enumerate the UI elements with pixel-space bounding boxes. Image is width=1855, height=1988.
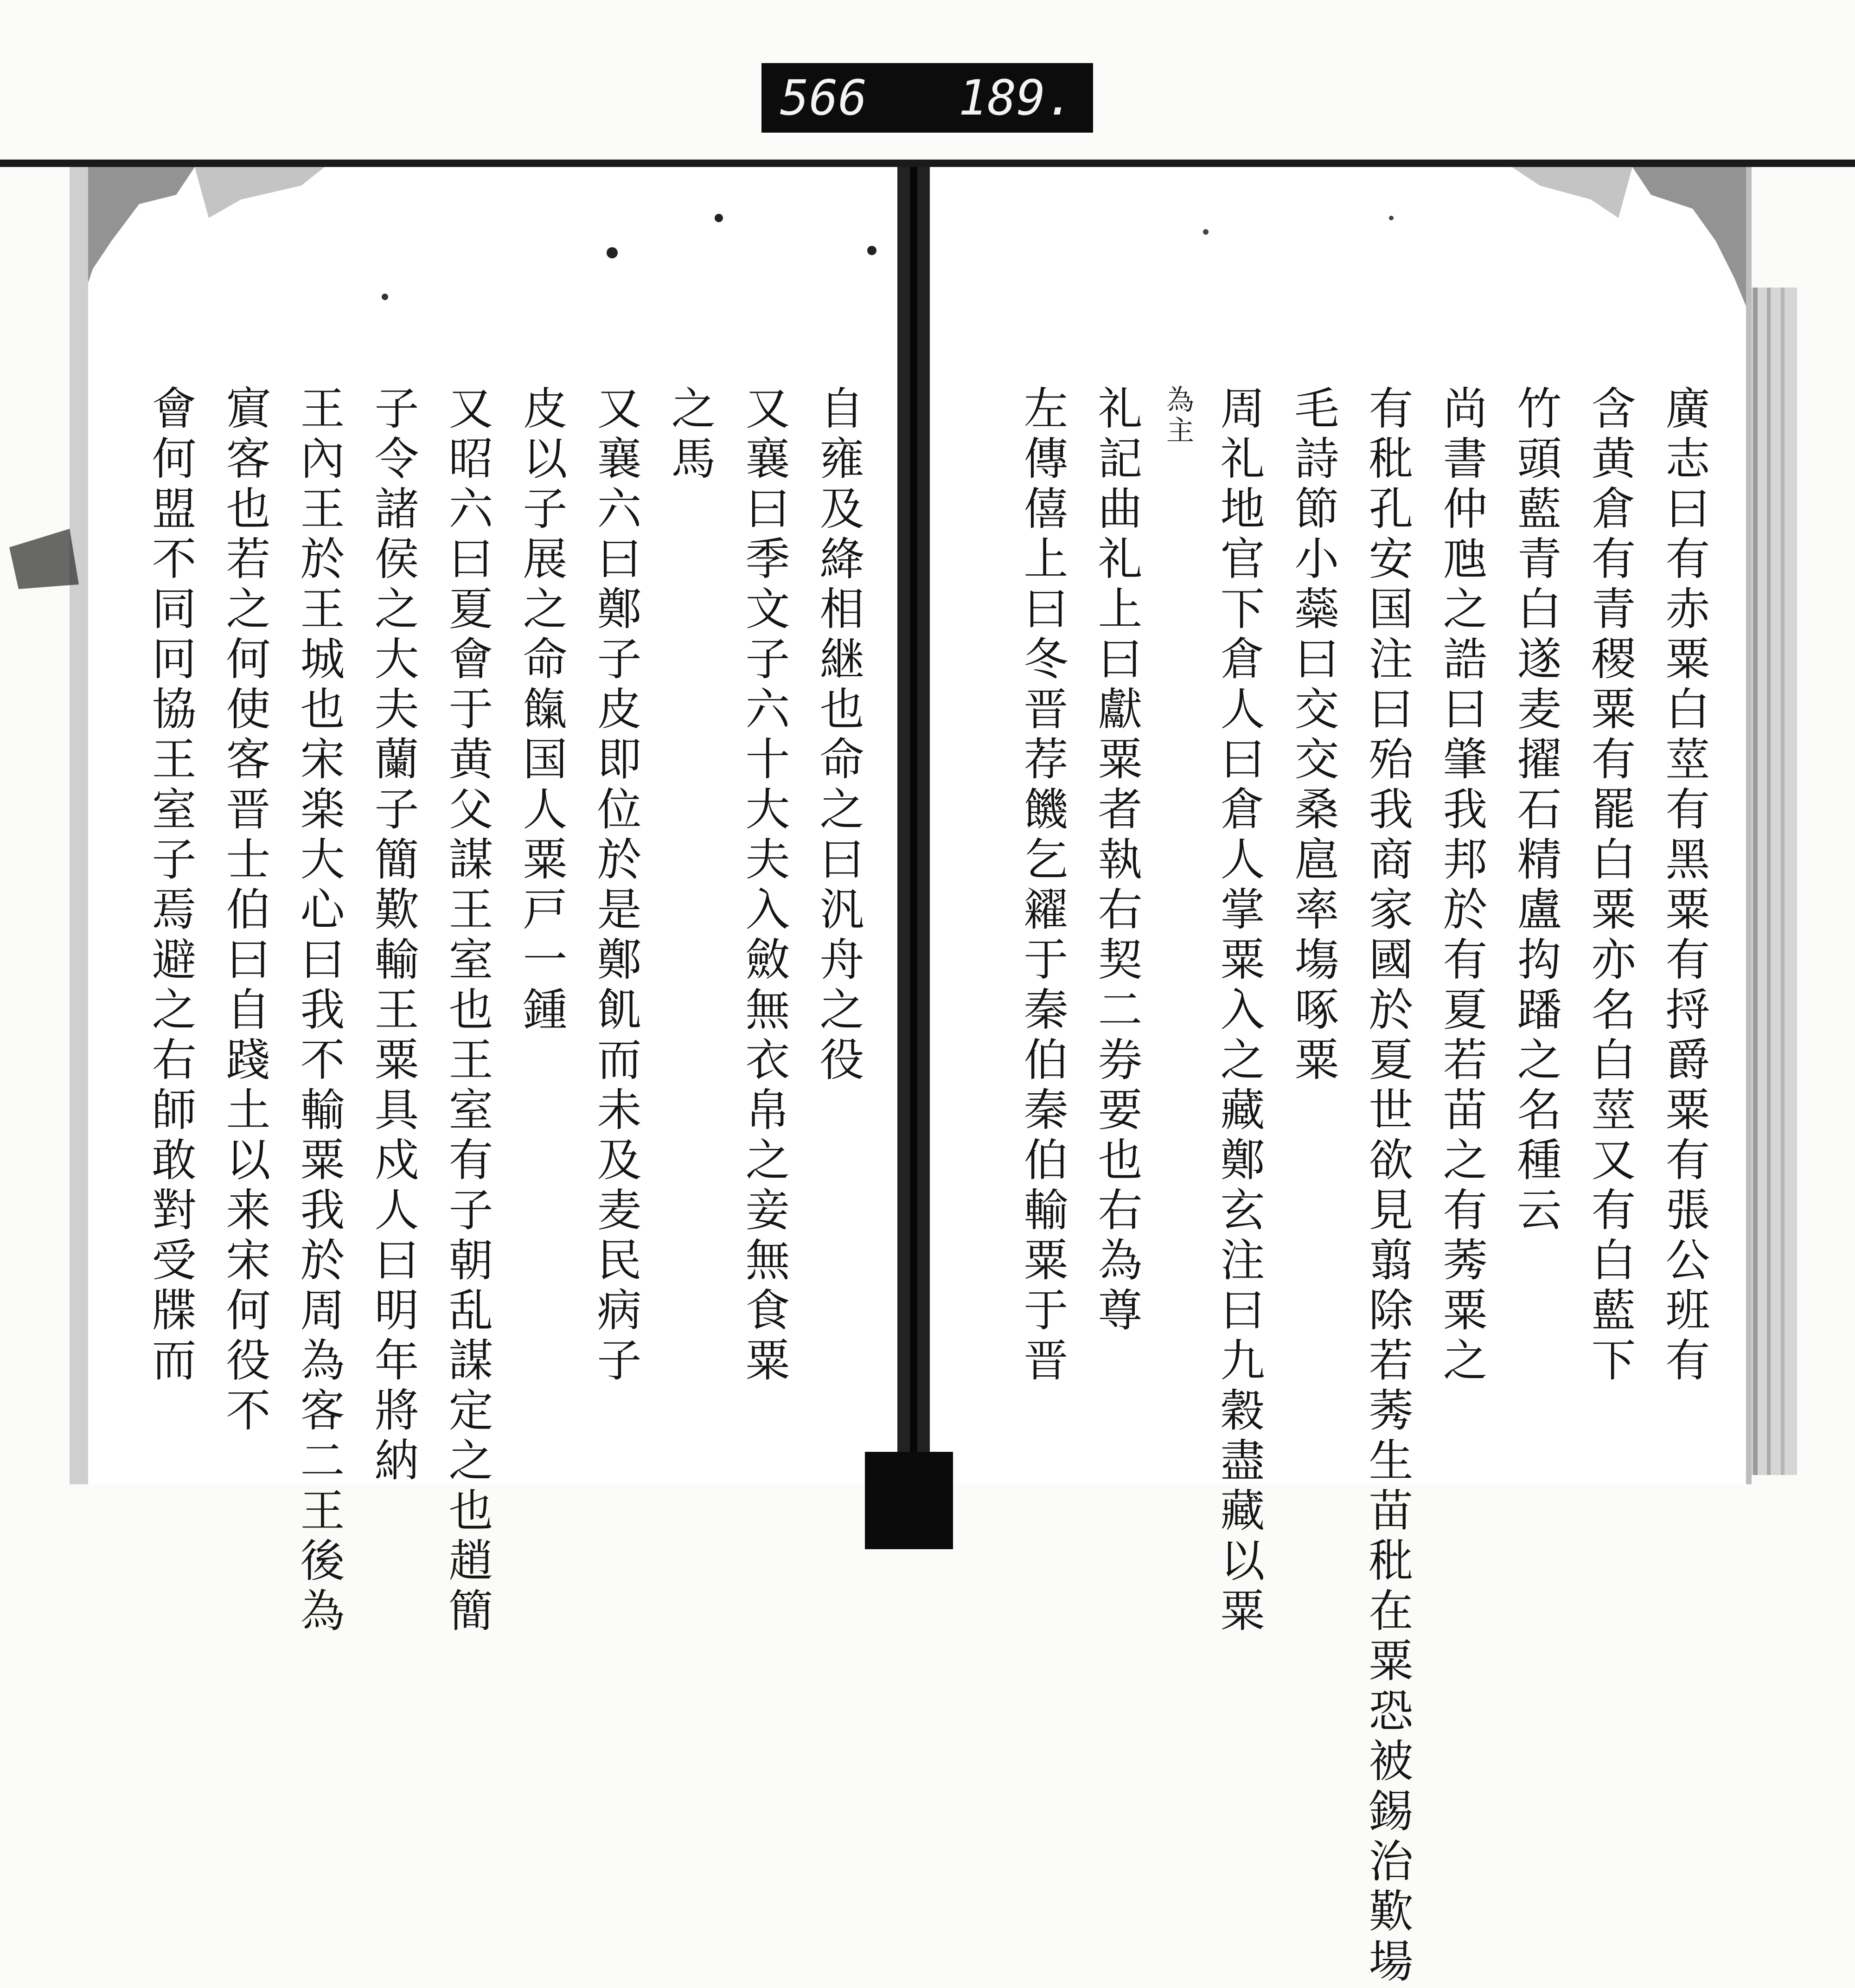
text-column: 又昭六曰夏會于黄父謀王室也王室有子朝乱謀定之也趙簡 [441, 385, 493, 1637]
text-column: 子令諸侯之大夫蘭子簡歎輸王粟具戍人曰明年將納 [367, 385, 419, 1487]
text-column: 皮以子展之命餼国人粟戸一鍾 [516, 385, 568, 1036]
right-page-text [962, 385, 1714, 1988]
text-column: 又襄曰季文子六十大夫入斂無衣帛之妾無食粟 [738, 385, 790, 1387]
text-column: 賔客也若之何使客晋士伯曰自踐土以来宋何役不 [219, 385, 271, 1437]
text-column: 王內王於王城也宋楽大心曰我不輸粟我於周為客二王後為 [293, 385, 345, 1637]
text-column: 竹頭藍青白遂麦擢石精盧抅蹯之名種云 [1510, 385, 1562, 1237]
catalog-number-left: 566 [780, 70, 867, 126]
text-column: 有秕孔安国注曰殆我商家國於夏世欲見翦除若莠生苗秕在粟恐被錫治歎場 [1362, 385, 1414, 1988]
annotation-column: 為主 [1162, 385, 1194, 446]
text-column: 含黄倉有青稷粟有罷白粟亦名白莖又有白藍下 [1584, 385, 1636, 1387]
text-column: 又襄六曰鄭子皮即位於是鄭飢而未及麦民病子 [590, 385, 642, 1387]
text-column: 左傳僖上曰冬晋荐饑乞糴于秦伯秦伯輸粟于晋 [1017, 385, 1068, 1387]
text-column: 周礼地官下倉人曰倉人掌粟入之藏鄭玄注曰九穀盡藏以粟 [1213, 385, 1265, 1637]
text-column: 礼記曲礼上曰獻粟者執右契二券要也右為尊 [1091, 385, 1143, 1337]
right-page [930, 167, 1752, 1988]
text-column: 之馬 [664, 385, 716, 485]
text-column: 廣志曰有赤粟白莖有黑粟有捋爵粟有張公班有 [1658, 385, 1710, 1387]
catalog-number-right: 189. [958, 70, 1075, 126]
text-column: 尚書仲虺之誥曰肇我邦於有夏若苗之有莠粟之 [1436, 385, 1488, 1387]
text-column: 毛詩節小蘂曰交交桑扈率塲啄粟 [1287, 385, 1339, 1086]
catalog-number-label [761, 63, 1093, 133]
left-page [81, 167, 900, 1637]
text-column: 會何盟不同冋協王室子焉避之右師敢對受牒而 [145, 385, 197, 1387]
left-page-text [116, 385, 868, 1637]
top-rod [0, 160, 1855, 167]
text-column: 自雍及絳相継也命之曰汎舟之役 [812, 385, 864, 1086]
